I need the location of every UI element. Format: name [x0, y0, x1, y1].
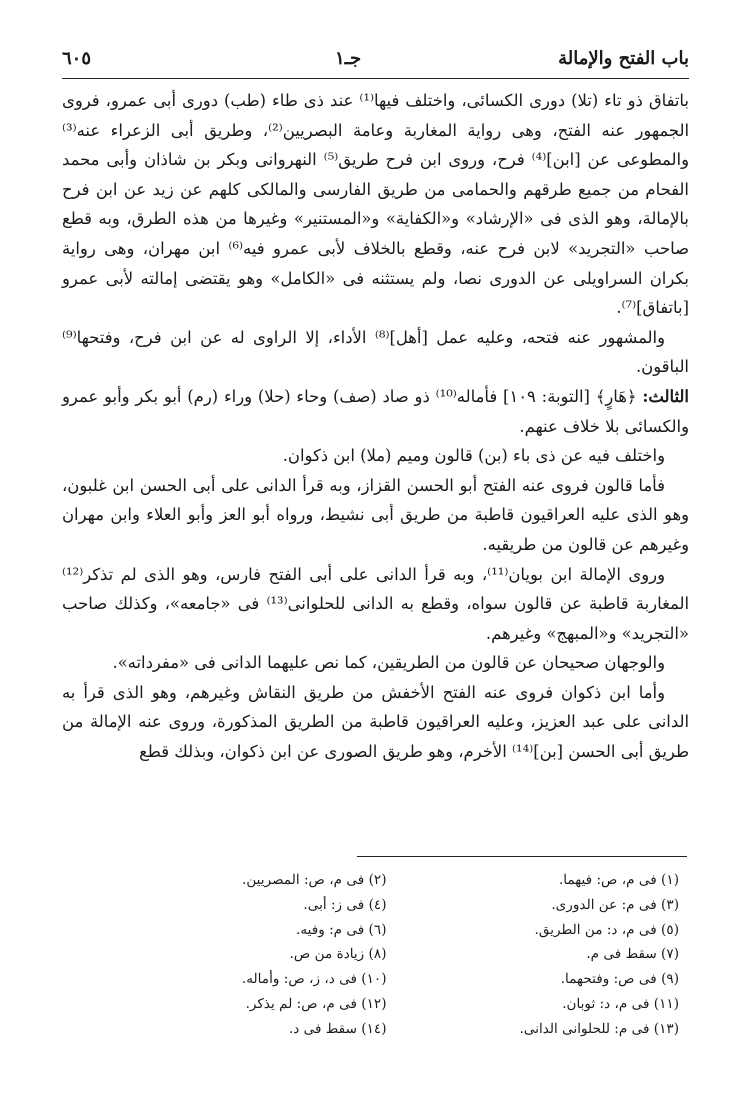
paragraph-text: وأما ابن ذكوان فروى عنه الفتح الأخفش من طريق النقاش وغيرهم، وهو الذى قرأ به الدانى على عبد العزيز، وعليه العراقيون قاطبة من الطريق المذكورة، وروى عنه الإمالة من طريق أبى الحسن [بن]⁽¹⁴⁾ الأخرم، وهو طريق الصورى عن ابن ذكوان، وبذلك قطع — [62, 682, 689, 762]
volume-number: جـ١ — [335, 48, 362, 69]
footnote: (٩) فى ص: وفتحهما. — [560, 971, 679, 988]
footnote: (١) فى م، ص: فيهما. — [558, 872, 679, 888]
footnotes — [110, 868, 679, 1042]
footnote: (١٣) فى م: للحلوانى الدانى. — [519, 1020, 679, 1037]
paragraph — [62, 648, 689, 678]
footnote: (٧) سقط فى م. — [586, 946, 679, 963]
section-lead: الثالث: — [642, 386, 689, 406]
paragraph — [62, 471, 689, 560]
paragraph — [62, 678, 689, 767]
paragraph-text: وروى الإمالة ابن بويان⁽¹¹⁾، وبه قرأ الدانى على أبى الفتح فارس، وهو الذى لم تذكر⁽¹²⁾ المغاربة قاطبة عن قالون سواه، وقطع به الدانى للحلوانى⁽¹³⁾ فى «جامعه»، وكذلك صاحب «التجريد» و«المبهج» وغيرهم. — [62, 564, 689, 643]
paragraph-text: باتفاق ذو تاء (تلا) دورى الكسائى، واختلف فيها⁽¹⁾ عند ذى طاء (طب) دورى أبى عمرو، فروى الجمهور عنه الفتح، وهى رواية المغاربة وعامة البصريين⁽²⁾، وطريق أبى الزعراء عنه⁽³⁾ والمطوعى عن [ابن]⁽⁴⁾ فرح، وروى ابن فرح طريق⁽⁵⁾ النهروانى وبكر بن شاذان وأبى محمد الفحام من جميع طرقهم والحمامى من طريق الفارسى والمالكى كلهم عن زيد عن ابن فرح بالإمالة، وهو الذى فى «الإرشاد» و«الكفاية» و«المستنير» وغيرها من هذه الطرق، وبه قطع صاحب «التجريد» لابن فرح عنه، وقطع بالخلاف لأبى عمرو فيه⁽⁶⁾ ابن مهران، وهى رواية بكران السراويلى عن الدورى نصا، ولم يستثنه فى «الكامل» وهو يقتضى إمالته لأبى عمرو [باتفاق]⁽⁷⁾. — [62, 91, 690, 318]
paragraph — [62, 382, 689, 441]
paragraph-text: ﴿هَارٍ﴾ [التوبة: ١٠٩] فأماله⁽¹⁰⁾ ذو صاد (صف) وحاء (حلا) وراء (رم) أبو بكر وأبو عمرو والكسائى بلا خلاف عنهم. — [62, 386, 689, 436]
footnote: (١٤) سقط فى د. — [288, 1020, 387, 1037]
paragraph — [62, 560, 689, 649]
footnote: (٥) فى م، د: من الطريق. — [534, 921, 679, 938]
paragraph — [62, 323, 689, 382]
footnote: (٢) فى م، ص: المصريين. — [242, 872, 387, 888]
chapter-title: باب الفتح والإمالة — [558, 48, 689, 69]
paragraph-text: والوجهان صحيحان عن قالون من الطريقين، كما نص عليهما الدانى فى «مفرداته». — [112, 653, 665, 673]
footnote: (١٢) فى م، ص: لم يذكر. — [245, 995, 387, 1012]
paragraph-text: فأما قالون فروى عنه الفتح أبو الحسن القزاز، وبه قرأ الدانى على أبى الحسن ابن غلبون، وهو الذى عليه العراقيون قاطبة من طريق أبى نشيط، ورواه أبو العز وأبو العلاء وابن مهران وغيرهم عن قالون من طريقيه. — [62, 475, 689, 554]
paragraph — [62, 441, 689, 471]
footnote: (٦) فى م: وفيه. — [296, 921, 387, 938]
footnote: (١٠) فى د، ز، ص: وأماله. — [241, 971, 387, 988]
main-text — [62, 86, 689, 767]
footnote: (٤) فى ز: أبى. — [303, 896, 387, 913]
paragraph-text: واختلف فيه عن ذى باء (بن) قالون وميم (ملا) ابن ذكوان. — [282, 446, 665, 466]
footnote-separator — [357, 856, 687, 857]
page-number: ٦٠٥ — [62, 48, 92, 69]
footnote: (١١) فى م، د: ثوبان. — [562, 995, 679, 1012]
paragraph-text: والمشهور عنه فتحه، وعليه عمل [أهل]⁽⁸⁾ الأداء، إلا الراوى له عن ابن فرح، وفتحها⁽⁹⁾ الباقون. — [62, 327, 689, 377]
paragraph — [62, 86, 689, 323]
footnote: (٨) زيادة من ص. — [289, 946, 387, 963]
running-header — [62, 42, 689, 79]
footnote: (٣) فى م: عن الدورى. — [551, 896, 679, 913]
